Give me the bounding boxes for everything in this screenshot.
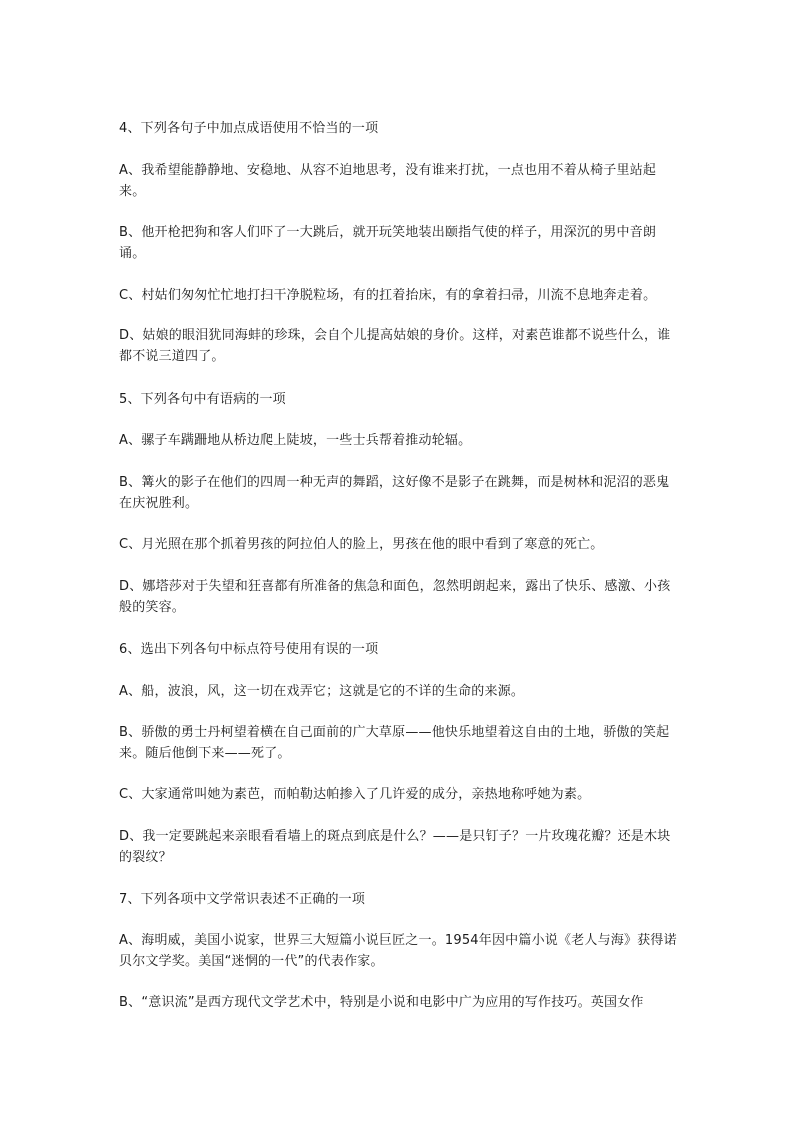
option-4d: D、姑娘的眼泪犹同海蚌的珍珠，会自个儿提高姑娘的身价。这样，对素芭谁都不说些什么，谁都不说三道四了。 — [119, 328, 671, 364]
question-6: 6、选出下列各句中标点符号使用有误的一项 — [119, 642, 379, 657]
option-6a: A、船，波浪，风，这一切在戏弄它；这就是它的不详的生命的来源。 — [119, 684, 525, 699]
option-4c: C、村姑们匆匆忙忙地打扫干净脱粒场，有的扛着抬床，有的拿着扫帚，川流不息地奔走着。 — [119, 288, 657, 303]
option-6d: D、我一定要跳起来亲眼看看墙上的斑点到底是什么？——是只钉子？一片玫瑰花瓣？还是木块的裂纹？ — [119, 829, 671, 865]
option-6c: C、大家通常叫她为素芭，而帕勒达帕掺入了几许爱的成分，亲热地称呼她为素。 — [119, 787, 591, 802]
question-7: 7、下列各项中文学常识表述不正确的一项 — [119, 892, 366, 907]
question-4: 4、下列各句子中加点成语使用不恰当的一项 — [119, 121, 379, 136]
option-6b: B、骄傲的勇士丹柯望着横在自己面前的广大草原——他快乐地望着这自由的土地，骄傲的笑起来。随后他倒下来——死了。 — [119, 725, 670, 761]
option-5a: A、骡子车蹒跚地从桥边爬上陡坡，一些士兵帮着推动轮辐。 — [119, 433, 472, 448]
option-5b: B、篝火的影子在他们的四周一种无声的舞蹈，这好像不是影子在跳舞，而是树林和泥沼的恶鬼在庆祝胜利。 — [119, 475, 670, 511]
option-5d: D、娜塔莎对于失望和狂喜都有所准备的焦急和面色，忽然明朗起来，露出了快乐、感激、小孩般的笑容。 — [119, 579, 671, 615]
option-4b: B、他开枪把狗和客人们吓了一大跳后，就开玩笑地装出颐指气使的样子，用深沉的男中音朗诵。 — [119, 225, 657, 261]
option-5c: C、月光照在那个抓着男孩的阿拉伯人的脸上，男孩在他的眼中看到了寒意的死亡。 — [119, 537, 604, 552]
option-4a: A、我希望能静静地、安稳地、从容不迫地思考，没有谁来打扰，一点也用不着从椅子里站起来。 — [119, 163, 657, 199]
option-7b: B、“意识流”是西方现代文学艺术中，特别是小说和电影中广为应用的写作技巧。英国女作 — [119, 995, 644, 1010]
question-5: 5、下列各句中有语病的一项 — [119, 392, 286, 407]
option-7a: A、海明威，美国小说家，世界三大短篇小说巨匠之一。1954年因中篇小说《老人与海》获得诺贝尔文学奖。美国“迷惘的一代”的代表作家。 — [119, 933, 677, 969]
